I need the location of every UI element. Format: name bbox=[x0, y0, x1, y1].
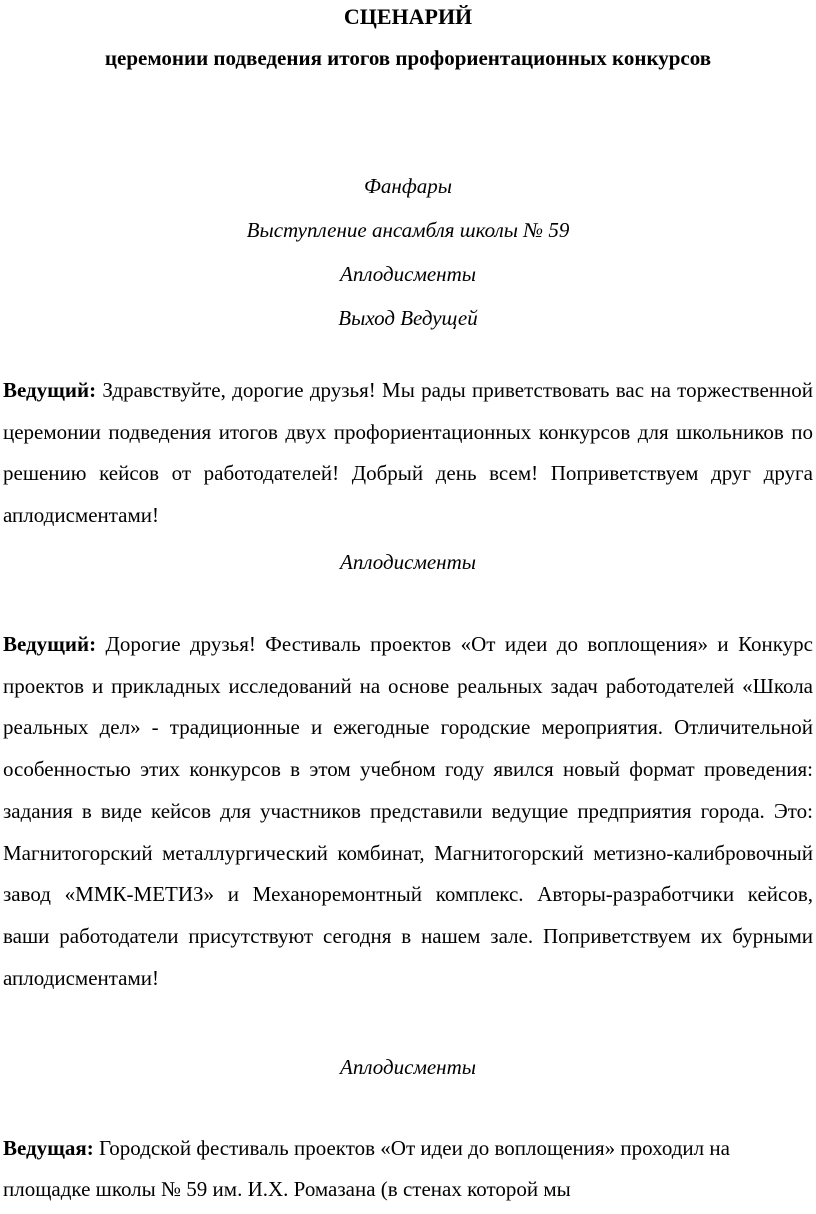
speech-text: Городской фестиваль проектов «От идеи до воплощения» проходил на площадке школы № 59 им. И.Х. Ромазана (в стенах которой мы bbox=[3, 1136, 730, 1201]
speech-text: Здравствуйте, дорогие друзья! Мы рады приветствовать вас на торжественной церемонии подведения итогов двух профориентационных конкурсов для школьников по решению кейсов от работодателей! Добрый день всем! Поприветствуем друг друга аплодисментами! bbox=[3, 378, 813, 528]
stage-direction: Аплодисменты bbox=[340, 550, 476, 574]
speech-paragraph bbox=[3, 624, 813, 999]
document-title: СЦЕНАРИЙ bbox=[343, 4, 473, 29]
stage-direction: Фанфары bbox=[364, 174, 452, 198]
stage-direction: Аплодисменты bbox=[340, 1055, 476, 1079]
stage-direction: Выход Ведущей bbox=[338, 306, 478, 330]
speech-paragraph bbox=[3, 1128, 813, 1210]
stage-direction: Аплодисменты bbox=[340, 262, 476, 286]
opening-stage-directions bbox=[0, 168, 816, 344]
document-subtitle: церемонии подведения итогов профориентационных конкурсов bbox=[104, 46, 712, 70]
speaker-label: Ведущая: bbox=[3, 1136, 94, 1160]
speaker-label: Ведущий: bbox=[3, 632, 97, 656]
stage-direction: Выступление ансамбля школы № 59 bbox=[246, 218, 570, 242]
speech-paragraph bbox=[3, 370, 813, 537]
speech-text: Дорогие друзья! Фестиваль проектов «От идеи до воплощения» и Конкурс проектов и прикладных исследований на основе реальных задач работодателей «Школа реальных дел» - традиционные и ежегодные городские мероприятия. Отличительной особенностью этих конкурсов в этом учебном году явился новый формат проведения: задания в виде кейсов для участников представили ведущие предприятия города. Это: Магнитогорский металлургический комбинат, Магнитогорский метизно-калибровочный завод «ММК-МЕТИЗ» и Механоремонтный комплекс. Авторы-разработчики кейсов, ваши работодатели присутствуют сегодня в нашем зале. Поприветствуем их бурными аплодисментами! bbox=[3, 632, 813, 990]
speaker-label: Ведущий: bbox=[3, 378, 97, 402]
